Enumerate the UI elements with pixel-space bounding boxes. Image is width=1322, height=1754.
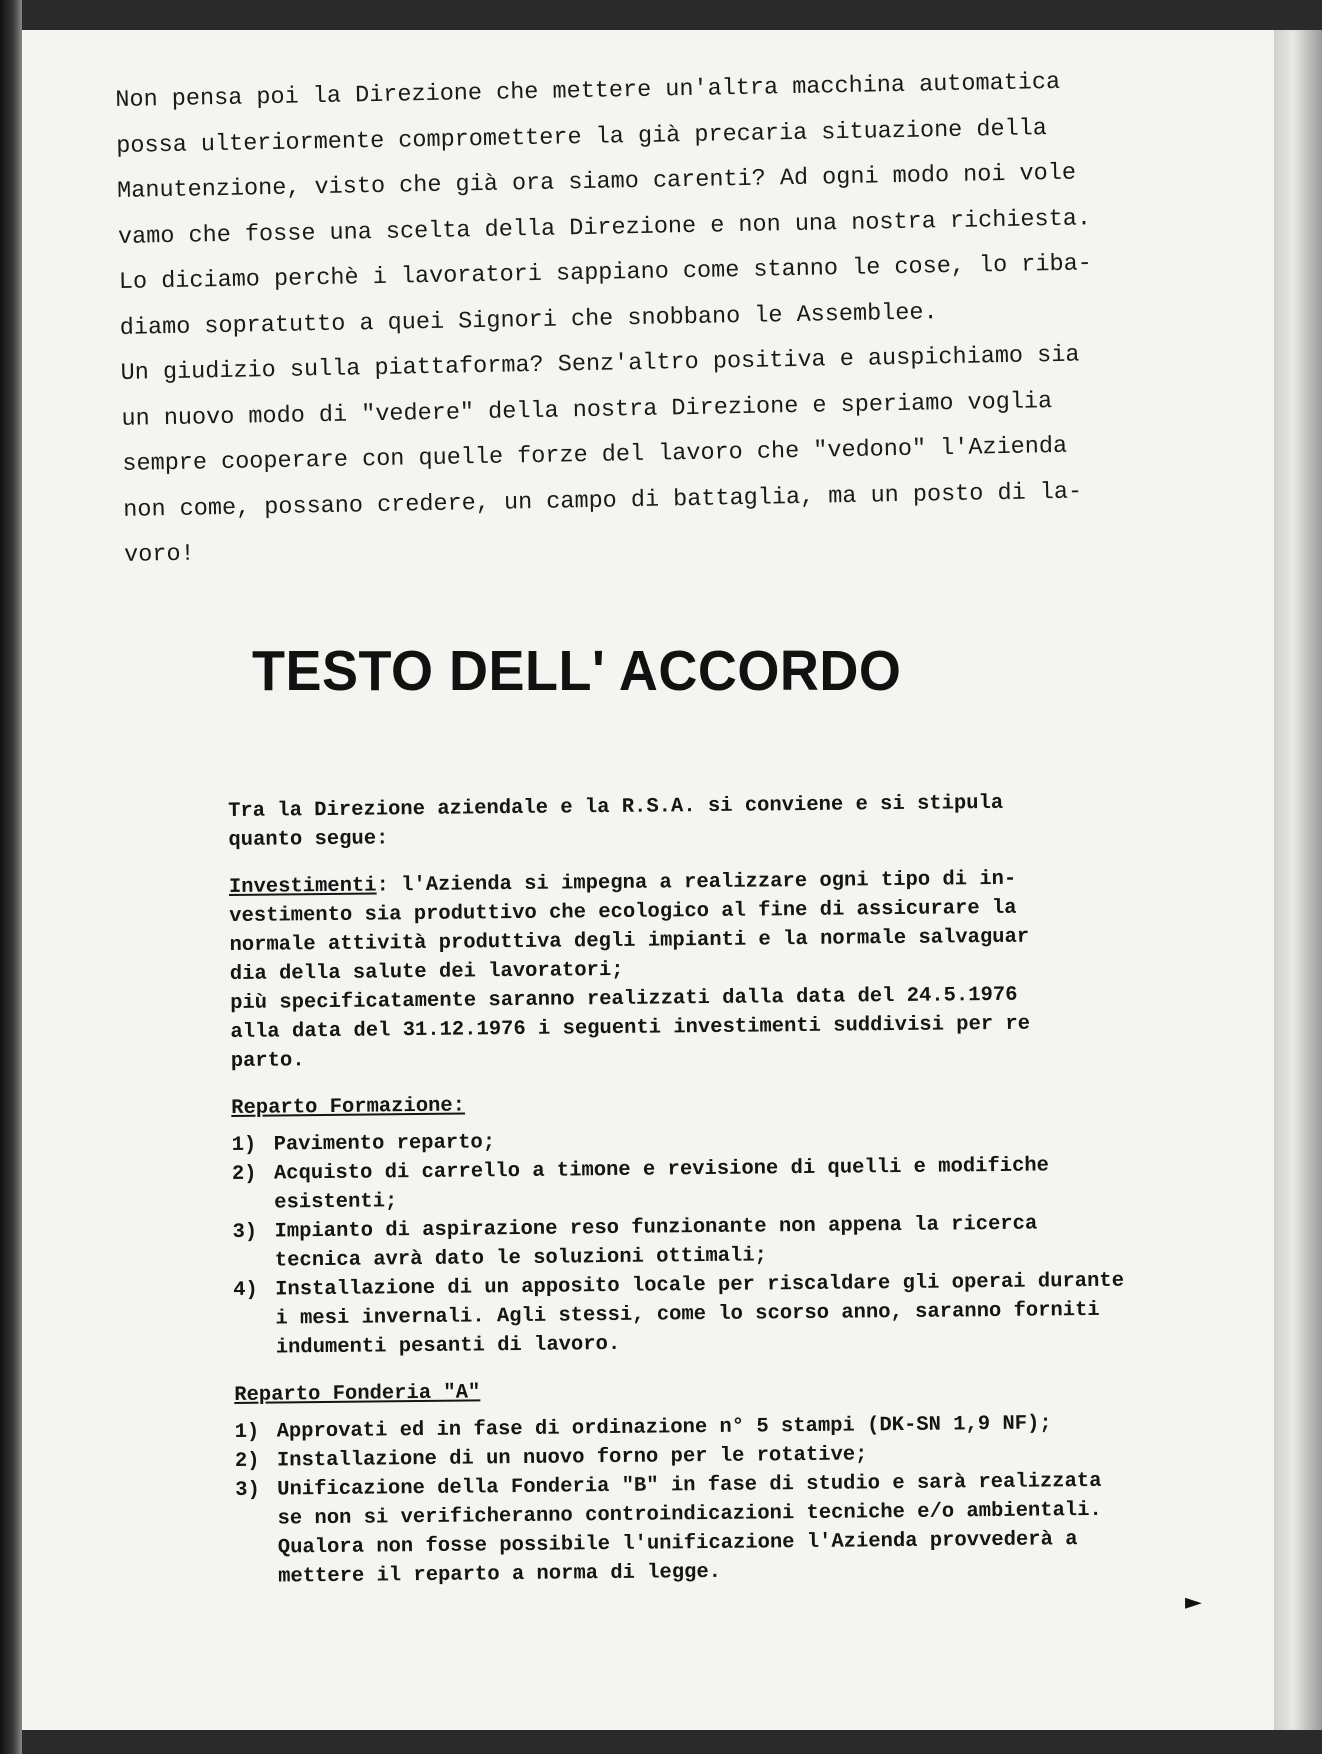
item-text: Unificazione della Fonderia "B" in fase di studio e sarà realizzata se non si verificheranno controindicazioni tecniche e/o ambientali. Qualora non fosse possibile l'unificazione l'Azienda provvederà a mettere il reparto a norma di legge. (277, 1469, 1102, 1589)
item-number: 2) (234, 1449, 260, 1473)
intro-line: non come, possano credere, un campo di battaglia, ma un posto di la- (123, 478, 1083, 524)
page-stack-edge (1274, 30, 1322, 1730)
fonderia-list (235, 1409, 1137, 1592)
arrow-right-icon: ► (1185, 1590, 1202, 1615)
formazione-list (231, 1122, 1133, 1363)
investimenti-line: normale attività produttiva degli impianti e la normale salvaguar (229, 925, 1030, 957)
list-item (235, 1467, 1136, 1592)
item-number: 3) (235, 1478, 260, 1502)
intro-line: vamo che fosse una scelta della Direzione e non una nostra richiesta. (117, 204, 1092, 251)
item-text: Installazione di un nuovo forno per le rotative; (276, 1443, 868, 1473)
item-number: 3) (232, 1220, 258, 1244)
investimenti-line: dia della salute dei lavoratori; (229, 958, 624, 986)
item-text: Acquisto di carrello a timone e revisione di quelli e modifiche esistenti; (273, 1154, 1050, 1215)
agreement-text (228, 788, 1136, 1592)
intro-line: un nuovo modo di "vedere" della nostra Direzione e speriamo voglia (121, 387, 1053, 433)
item-text: Approvati ed in fase di ordinazione n° 5 stampi (DK-SN 1,9 NF); (276, 1412, 1052, 1444)
section-headline: TESTO DELL' ACCORDO (252, 639, 902, 703)
intro-line: Lo diciamo perchè i lavoratori sappiano come stanno le cose, lo riba- (118, 250, 1093, 296)
investimenti-line: parto. (230, 1049, 305, 1073)
intro-line: voro! (123, 540, 195, 569)
item-text: Pavimento reparto; (273, 1131, 496, 1157)
item-number: 2) (231, 1162, 257, 1186)
preamble-line: Tra la Direzione aziendale e la R.S.A. si conviene e si stipula (228, 791, 1004, 823)
item-number: 1) (234, 1420, 260, 1444)
intro-line: Non pensa poi la Direzione che mettere un'altra macchina automatica (115, 68, 1061, 114)
list-item (232, 1151, 1133, 1218)
intro-line: possa ulteriormente compromettere la già precaria situazione della (116, 114, 1048, 160)
investimenti-text: : l'Azienda si impegna a realizzare ogni tipo di in- (376, 867, 1017, 898)
investimenti-label: Investimenti (228, 874, 377, 899)
formazione-title: Reparto Formazione: (231, 1094, 466, 1120)
list-item (232, 1209, 1133, 1276)
investimenti-line: vestimento sia produttivo che ecologico al fine di assicurare la (229, 896, 1017, 928)
intro-paragraph (115, 58, 1184, 579)
investimenti-line: alla data del 31.12.1976 i seguenti investimenti suddivisi per re (230, 1012, 1031, 1044)
item-text: Installazione di un apposito locale per riscaldare gli operai durante i mesi invernali. Agli stessi, come lo scorso anno, saranno forniti indumenti pesanti di lavoro. (275, 1269, 1125, 1360)
scan-left-edge (0, 0, 22, 1754)
investimenti-line: più specificatamente saranno realizzati dalla data del 24.5.1976 (230, 983, 1018, 1015)
fonderia-title: Reparto Fonderia "A" (234, 1381, 481, 1407)
item-number: 4) (233, 1278, 258, 1302)
intro-line: diamo sopratutto a quei Signori che snobbano le Assemblee. (119, 298, 938, 342)
intro-line: Manutenzione, visto che già ora siamo carenti? Ad ogni modo noi vole (116, 159, 1077, 205)
intro-line: Un giudizio sulla piattaforma? Senz'altro positiva e auspichiamo sia (120, 341, 1080, 387)
item-text: Impianto di aspirazione reso funzionante non appena la ricerca tecnica avrà dato le soluzioni ottimali; (274, 1212, 1038, 1273)
list-item (233, 1267, 1134, 1363)
preamble-line: quanto segue: (228, 827, 389, 852)
intro-line: sempre cooperare con quelle forze del lavoro che "vedono" l'Azienda (122, 432, 1068, 478)
item-number: 1) (231, 1133, 257, 1157)
